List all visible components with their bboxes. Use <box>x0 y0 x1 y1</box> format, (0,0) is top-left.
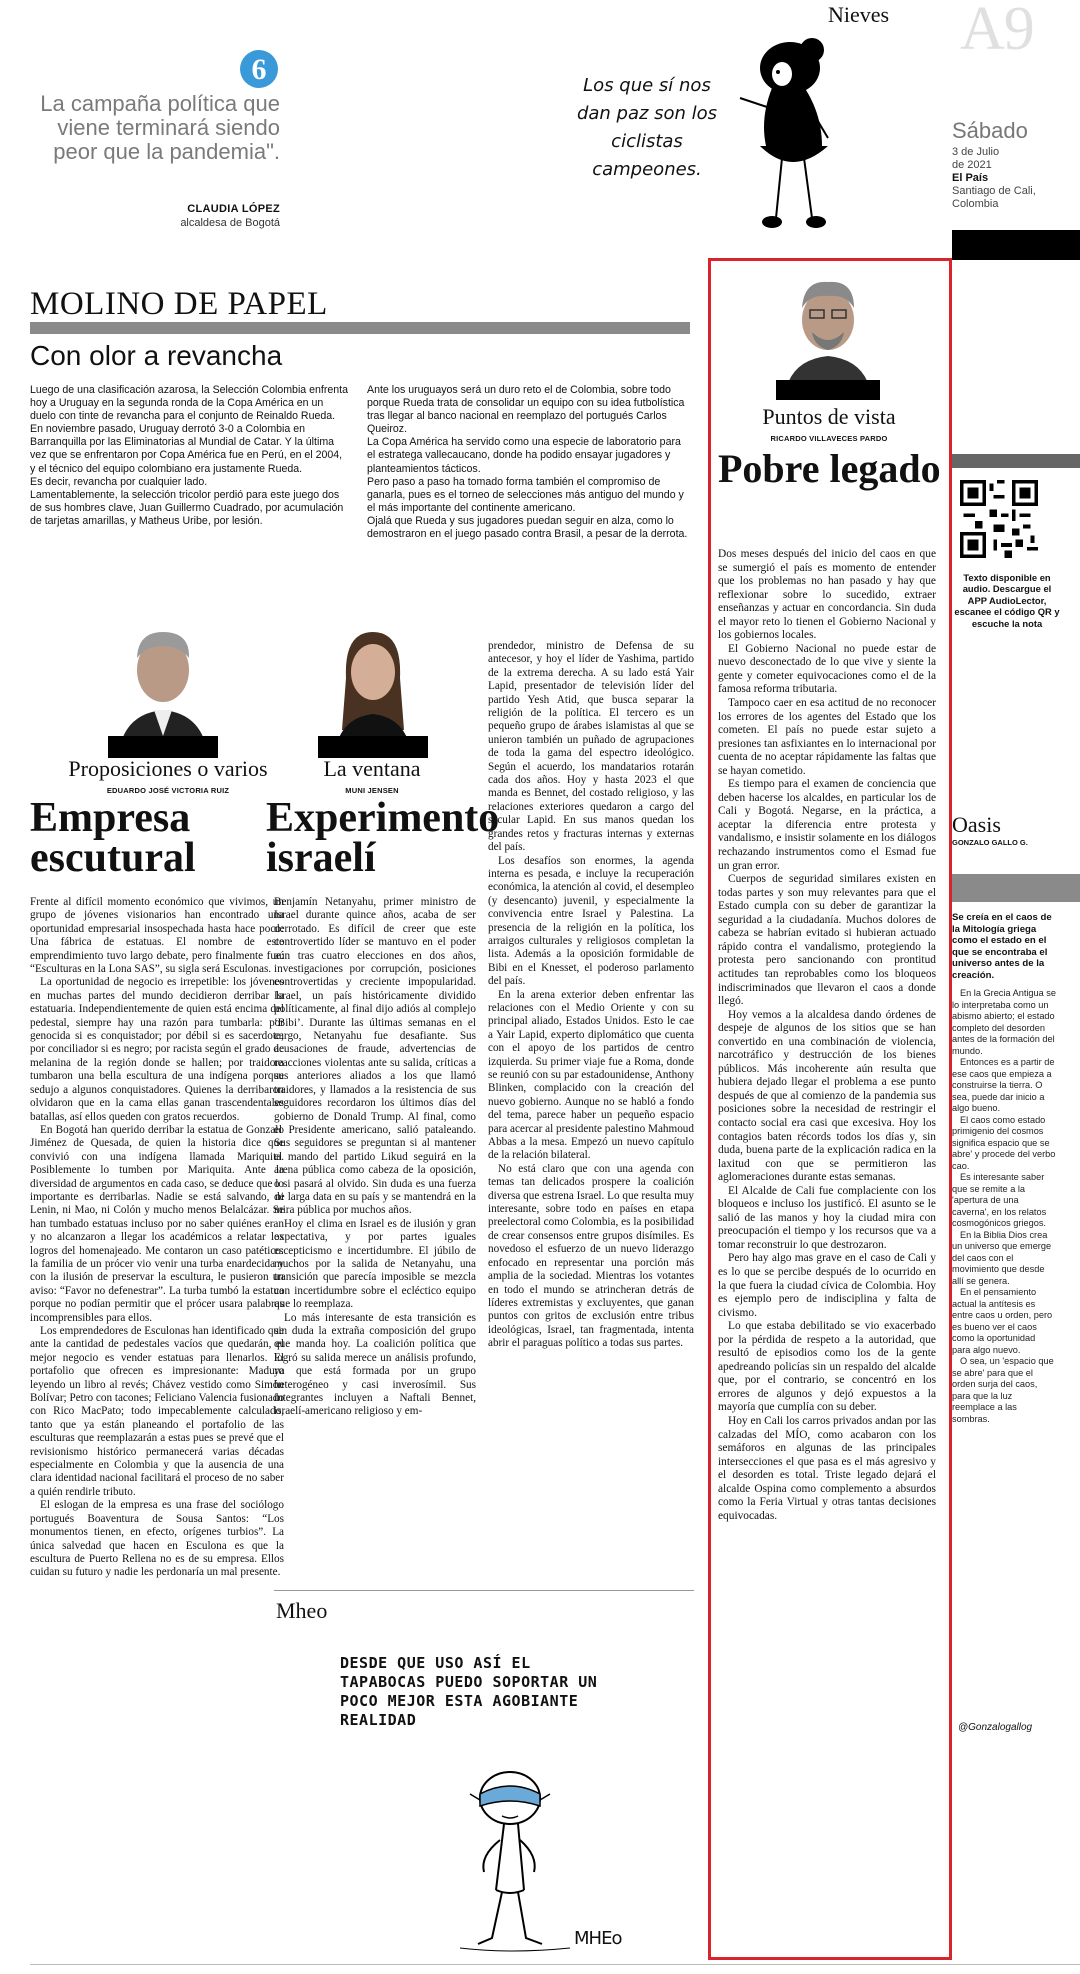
strip-rule <box>952 874 1080 902</box>
page-country: Colombia <box>952 198 999 210</box>
column-body <box>274 896 476 1419</box>
paragraph: Lo que estaba debilitado se vio exacerbado por la pérdida de respeto a la autoridad, que resultó de episodios como los de la gente apedreando policías sin un respaldo del alcalde que, por el contrario, se concentró en los errores de algunos y dejó expuestos a la mayoría que cumplía con su deber. <box>718 1320 936 1414</box>
column-section-name: Oasis <box>952 812 1001 837</box>
qr-code-icon[interactable] <box>960 480 1038 558</box>
cartoon-title: Nieves <box>828 2 890 27</box>
column-headline: Experimento israelí <box>266 795 500 881</box>
page-day: Sábado <box>952 118 1028 143</box>
paragraph: El Gobierno Nacional no puede estar de nuevo desconectado de lo que vive y siente la gente y cometer equivocaciones como el de la famosa reforma tributaria. <box>718 642 936 696</box>
paragraph: En el pensamiento actual la antítesis es entre caos u orden, pero es bueno ver el caos como la oportunidad para algo nuevo. <box>952 1287 1053 1355</box>
page-city: Santiago de Cali, <box>952 185 1036 197</box>
paragraph: Pero paso a paso ha tomado forma también el compromiso de ganarla, pues es el torneo de selecciones más antiguo del mundo y el más importante del continente americano. <box>367 475 684 514</box>
author-photo <box>318 618 428 758</box>
cartoon-caption: Los que sí nos dan paz son los ciclistas campeones. <box>576 75 718 180</box>
paragraph: En la Biblia Dios crea un universo que emerge del caos con el movimiento que desde allí se genera. <box>952 1229 1052 1286</box>
cartoon-title: Mheo <box>276 1598 328 1623</box>
quote-author: CLAUDIA LÓPEZ <box>187 203 280 215</box>
editorial-column-2 <box>367 384 689 541</box>
paragraph: Dos meses después del inicio del caos en que se sumergió el país es momento de entender que los problemas no han pasado y hay que reflexionar sobre lo sucedido, extraer enseñanzas y actuar en concordancia. Sin duda el mayor reto lo tienen el Gobierno Nacional y los gobiernos locales. <box>718 548 936 642</box>
paragraph: En la Grecia Antigua se lo interpretaba como un abismo abierto; el estado completo del desorden antes de la formación del mundo. <box>952 988 1057 1056</box>
editorial-column-1 <box>30 384 350 528</box>
paragraph: Los desafíos son enormes, la agenda interna es pesada, e incluye la recuperación económica, la atención al covid, el desempleo (y desencanto) juvenil, y especialmente la convivencia entre Israel y Palestina. La presencia de la religión en la política, los arraigos culturales y religiosos completan la lista. Además a la oposición formidable de Bibi en el Knesset, el poderoso parlamento del país. <box>488 854 694 988</box>
page-year: de 2021 <box>952 159 992 171</box>
paragraph: Frente al difícil momento económico que vivimos, un grupo de jóvenes visionarios han encontrado una oportunidad empresarial insospechada hasta hace poco: Una fábrica de estatuas. El nombre de este emprendimiento tuvo largo debate, pero finalmente fue: “Esculturas en la Lona SAS”, su sigla será Esculonas. <box>30 896 284 976</box>
paragraph: Es interesante saber que se remite a la 'apertura de una caverna', en los relatos cosmogónicos griegos. <box>952 1172 1047 1228</box>
column-author: MUNI JENSEN <box>345 786 399 795</box>
paragraph: Tampoco caer en esa actitud de no reconocer los errores de los agentes del Estado que los cometen. El país no puede estar sujeto a presiones tan asfixiantes en lo internacional por cuenta de no aceptar rápidamente las faltas que se hayan cometido. <box>718 697 936 777</box>
paragraph: Los emprendedores de Esculonas han identificado que ante la cantidad de pedestales vacíos que quedarán, el mejor negocio es vender estatuas para llenarlos. El portafolio que ofrecen es impresionante: Maduro leyendo un libro al revés; Chávez vestido como Simón Bolívar; Petro con tacones; Feliciano Valencia fusionado con Rico MacPato; todo impecablemente calculado, tanto que ya están planeando el portafolio de las esculturas que reemplazarán a estas pues se prevé que el revisionismo histórico permanecerá varias décadas especialmente en Colombia y que la ausencia de una clara identidad nacional facilitará el proceso de no saber a quién rendirle tributo. <box>30 1325 284 1498</box>
column-body-continued <box>488 640 694 1351</box>
paragraph: El eslogan de la empresa es una frase del sociólogo portugués Boaventura de Sousa Santos: “Los monumentos tienen, en efecto, orígenes turbios”. La única salvedad que hacen en Esculona es que la escultura de Puerto Rellena no es de su empresa. Ellos cuidan su futuro y nadie les perdonaría un mal presente. <box>30 1499 284 1579</box>
paragraph: Hoy el clima en Israel es de ilusión y gran expectativa, y por partes iguales escepticismo e incertidumbre. El júbilo de muchos por la salida de Netanyahu, una transición que parecía imposible se mezcla con incertidumbre sobre el ecléctico equipo que lo reemplaza. <box>274 1217 476 1311</box>
cartoon-signature: MHEo <box>574 1928 622 1949</box>
author-photo <box>776 266 880 400</box>
column-author: GONZALO GALLO G. <box>952 838 1028 847</box>
paragraph: Luego de una clasificación azarosa, la Selección Colombia enfrenta hoy a Uruguay en la segunda ronda de la Copa América en un duelo con tinte de revancha para el conjunto de Reinaldo Rueda. <box>30 384 349 423</box>
paragraph: La oportunidad de negocio es irrepetible: los jóvenes en muchas partes del mundo decidieron derribar la estatuaria. Independientemente de quien está encima del pedestal, siempre hay una razón para tumbarla: por genocida si es conquistador; por débil si es sacerdote; por conciliador si es negro; por racista según el grado de melanina de la región donde se hallen; por traidora tumbaron una bella escultura de una indígena porque sedujo a algunos conquistadores. Quienes la derribaron olvidaron que en la cama ellas ganan trascendentales batallas, así ellos queden con gratos recuerdos. <box>30 976 284 1123</box>
column-author: RICARDO VILLAVECES PARDO <box>770 434 888 443</box>
oasis-body <box>952 988 1056 1425</box>
author-handle[interactable]: @Gonzalogallog <box>958 1722 1033 1733</box>
paragraph: Entonces es a partir de ese caos que empieza a construirse la tierra. O sea, puede dar inicio a algo bueno. <box>952 1057 1055 1113</box>
author-photo <box>108 618 218 758</box>
quote-icon: 6 <box>240 50 278 88</box>
column-section-name: Proposiciones o varios <box>68 756 268 781</box>
paragraph: Es tiempo para el examen de conciencia que deben hacerse los alcaldes, en particular los de Cali y Bogotá. Negarse, en la práctica, a aceptar la diferencia entre protesta y vandalismo, e insistir solamente en los diálogos rechazando instrumentos como el Esmad fue un gran error. <box>718 778 936 872</box>
cartoon-rule <box>274 1590 694 1591</box>
paragraph: Pero hay algo mas grave en el caso de Cali y es lo que se percibe después de lo ocurrido en la que fuera la ciudad cívica de Colombia. Hoy es ejemplo pero de indisciplina y falta de civismo. <box>718 1252 936 1319</box>
paragraph: El caos como estado primigenio del cosmos significa espacio que se abre' y procede del verbo cao. <box>952 1114 1056 1171</box>
paragraph: Ojalá que Rueda y sus jugadores puedan seguir en alza, como lo demostraron en el juego pasado contra Brasil, a pesar de la derrota. <box>367 514 688 541</box>
column-body <box>30 896 284 1580</box>
paragraph: Lamentablemente, la selección tricolor perdió para este juego dos de sus hombres clave, Juan Guillermo Cuadrado, por acumulación de tarjetas amarillas, y Matheus Uribe, por lesión. <box>30 488 344 527</box>
paragraph: Lo más interesante de esta transición es sin duda la extraña composición del grupo que manda hoy. La coalición política que logró su salida merece un análisis profundo, ya que está formada por un grupo heterogéneo y casi inverosímil. Sus integrantes incluyen a Naftali Bennet, israelí-americano religioso y em- <box>274 1311 476 1418</box>
paragraph: Cuerpos de seguridad similares existen en todas partes y son muy relevantes para que el Estado cumpla con su deber de garantizar la seguridad a la ciudadanía. Muchos dolores de cabeza se habrían evitado si hubieran actuado rápido contra el vandalismo, protegiendo la protesta pero sancionando con prontitud actitudes tan reprobables como los bloqueos indiscriminados que llevaron el caos a donde llegó. <box>718 873 936 1008</box>
paragraph: En noviembre pasado, Uruguay derrotó 3-0 a Colombia en Barranquilla por las Eliminatorias al Mundial de Catar. Y la última vez que se enfrentaron por Copa América fue en Perú, en el 2004, y el técnico del equipo colombiano era justamente Rueda. <box>30 423 343 475</box>
paragraph: El Alcalde de Cali fue complaciente con los bloqueos e incluso los justificó. El asunto se le salió de las manos y hoy la ciudad mira con preocupación el tiempo y los recursos que va a tomar reconstruir lo que destrozaron. <box>718 1184 936 1251</box>
mheo-cartoon <box>400 1760 680 1960</box>
strip-rule <box>952 454 1080 468</box>
paragraph: La Copa América ha servido como una especie de laboratorio para el estratega vallecaucano, donde ha podido ensayar jugadores y planteamientos tácticos. <box>367 436 681 475</box>
editorial-title: Con olor a revancha <box>30 340 283 371</box>
column-section-name: La ventana <box>323 756 421 781</box>
paragraph: En la arena exterior deben enfrentar las relaciones con el Medio Oriente y con su principal aliado, Estados Unidos. Esto le cae a Yair Lapid, experto diplomático que cuenta con el apoyo de los partidos de centro izquierda. Su primer viaje fue a Roma, donde se reunió con su par estadounidense, Anthony Blinken, complacido con la creación del nuevo gobierno. Aunque no se habló a fondo del tema, parece haber un pequeño espacio para acercar al presidente palestino Mahmoud Abbas a la mesa. Empezó un nuevo capítulo de la relación bilateral. <box>488 988 694 1162</box>
paragraph: O sea, un 'espacio que se abre' para que el orden surja del caos, para que la luz reemplace a las sombras. <box>952 1356 1054 1424</box>
audio-note: Texto disponible en audio. Descargue el APP AudioLector, escanee el código QR y escuche la nota <box>954 572 1060 629</box>
column-headline: Empresa escutural <box>30 795 196 881</box>
pull-quote: La campaña política que viene terminará siendo peor que la pandemia". <box>40 91 280 164</box>
newspaper-name: El País <box>952 172 989 184</box>
column-body <box>718 548 936 1523</box>
paragraph: Benjamín Netanyahu, primer ministro de Israel durante quince años, acaba de ser derrotado. Es difícil de creer que este controvertido líder se mantuvo en el poder aún tras cuatro elecciones en dos años, investigaciones por corrupción, posiciones controvertidas y creciente impopularidad. Israel, un país históricamente dividido políticamente, al final dijo adiós al complejo ‘Bibi’. Durante las últimas semanas en el cargo, Netanyahu fue desafiante. Sus acusaciones de fraude, advertencias de reacciones violentas ante su salida, críticas a sus anteriores aliados a los que llamó traidores, y llamados a la resistencia de sus seguidores recordaron los últimos días del gobierno de Donald Trump. Al final, como el Presidente americano, salió pataleando. Sus seguidores se preguntan si al mantener el mando del partido Likud seguirá en la arena pública como cabeza de la oposición, o si pasará al olvido. Sin duda es una fuerza de larga data en su país y se mantendrá en la mira pública por muchos años. <box>274 896 476 1217</box>
column-author: EDUARDO JOSÉ VICTORIA RUIZ <box>106 786 230 795</box>
section-title: MOLINO DE PAPEL <box>30 286 328 322</box>
page-bottom-rule <box>30 1964 1080 1965</box>
paragraph: prendedor, ministro de Defensa de su antecesor, y hoy el líder de Yashima, partido de la extrema derecha. A su lado está Yair Lapid, presentador de televisión líder del partido Yesh Atid, que busca separar la religión de la política. El tercero es un pequeño grupo de árabes islamistas al que se unieron también un puñado de agrupaciones de toda la gama del espectro ideológico. Según el acuerdo, los mandatarios rotarán cada dos años. Hoy y hasta 2023 el que manda es Bennet, del costado religioso, y las relaciones exteriores quedaron a cargo del secular Lapid. En sus manos quedan los grandes retos y fracturas internas y externas del país. <box>488 640 694 854</box>
page-date: 3 de Julio <box>952 146 1000 158</box>
quote-author-role: alcaldesa de Bogotá <box>180 217 280 229</box>
paragraph: En Bogotá han querido derribar la estatua de Gonzalo Jiménez de Quesada, de quien la historia dice que convivió con una indígena llamada Mariquita. Posiblemente lo tumben por Mariquita. Ante la diversidad de argumentos en cada caso, se deduce que lo importante es derribarlas. Nadie se está salvando, ni Lenin, ni Mao, ni Colón y mucho menos Belalcázar. Se han tumbado estatuas incluso por no saber quiénes eran y no alcanzaron a llegar los académicos a relatar los logros del homenajeado. Me contaron un caso patético: la familia de un prócer vio venir una turba enardecida y con la ilusión de preservar la escultura, le pusieron un aviso: “Favor no defenestrar”. La turba tumbó la estatua porque no podían permitir que el prócer usara palabras incomprensibles para ellos. <box>30 1123 284 1324</box>
page-number: A9 <box>960 0 1034 63</box>
header-bar <box>952 230 1080 260</box>
paragraph: No está claro que con una agenda con temas tan delicados prospere la coalición diversa que estrena Israel. Lo que resulta muy interesante, sobre todo en países en etapa preelectoral como Colombia, es la posibilidad de crear consensos entre grupos disímiles. Es novedoso el esfuerzo de un nuevo liderazgo enfocado en representar una porción más amplia de la sociedad. Mientras los votantes en todo el mundo se atrincheran detrás de líderes extremistas y excluyentes, que ganan puntos con gritos de exclusión entre tribus ideológicas, Israel, tan fragmentada, intenta abrir el paraguas político a todas sus partes. <box>488 1162 694 1350</box>
column-headline: Pobre legado <box>718 446 941 491</box>
paragraph: Ante los uruguayos será un duro reto el de Colombia, sobre todo porque Rueda trata de consolidar un equipo con su idea futbolística tras llegar al banco nacional en reemplazo del portugués Carlos Queiroz. <box>367 384 685 436</box>
cartoon-caption: DESDE QUE USO ASÍ EL TAPABOCAS PUEDO SOPORTAR UN POCO MEJOR ESTA AGOBIANTE REALIDAD <box>340 1654 598 1729</box>
paragraph: Hoy vemos a la alcaldesa dando órdenes de despeje de algunos de los sitios que se han convertido en una combinación de violencia, narcotráfico y destrucción de los bienes públicos. Más incoherente aún resulta que hubiera dejado llegar el problema a ese punto después de que al comienzo de la pandemia sus posiciones sobre la necesidad de restringir el contacto social era casi que excesiva. Hoy los contagios baten récords todos los días y, sin duda, buena parte de la explicación radica en la laxitud con que se permitieron las aglomeraciones durante estas semanas. <box>718 1008 936 1184</box>
column-section-name: Puntos de vista <box>762 404 896 429</box>
section-rule <box>30 322 690 334</box>
oasis-lead: Se creía en el caos de la Mitología griega como el estado en el que se encontraba el universo antes de la creación. <box>952 912 1052 981</box>
paragraph: Es decir, revancha por cualquier lado. <box>30 475 208 488</box>
paragraph: Hoy en Cali los carros privados andan por las calzadas del MÍO, como acabaron con los semáforos en algunas de las principales intersecciones el que pasa es el más agresivo y el desorden es total. Triste legado dejará el alcalde Ospina como complemento a absurdos como la Feria Virtual y otras tantas decisiones equivocadas. <box>718 1415 936 1522</box>
